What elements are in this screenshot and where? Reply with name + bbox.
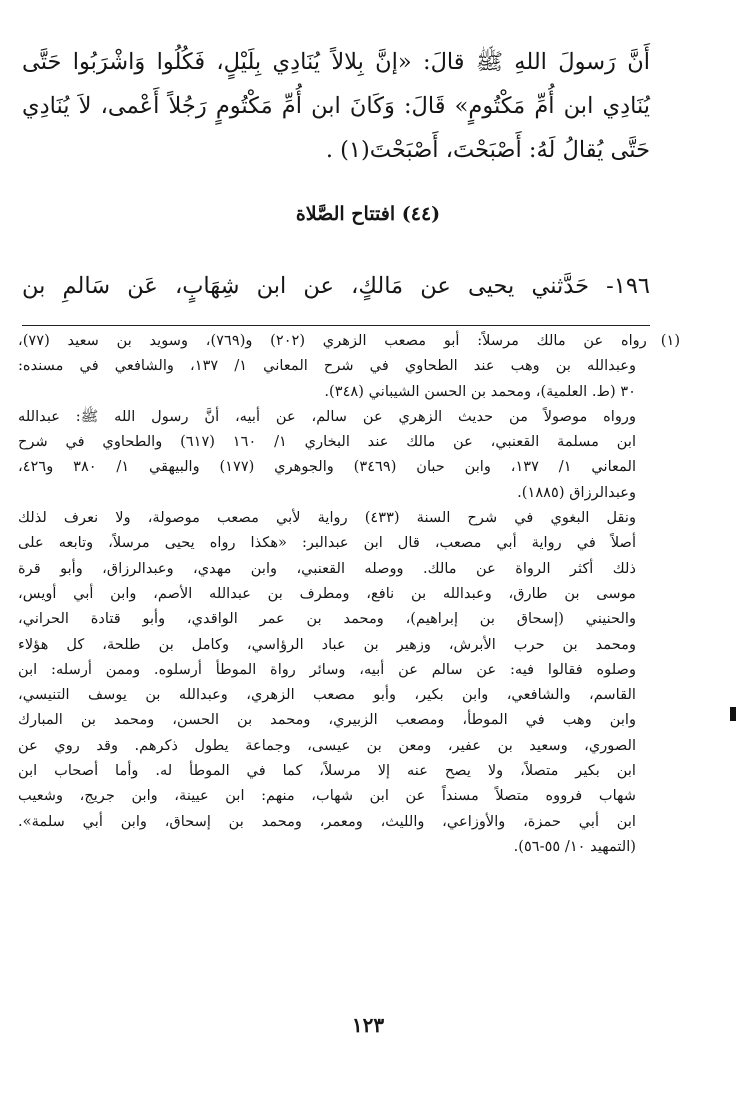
footnote-line: ونقل البغوي في شرح السنة (٤٣٣) رواية لأبي مصعب موصولة، ولا نعرف لذلك (18, 509, 636, 527)
footnote-line: ذلك أكثر الرواة عن مالك. ووصله القعنبي، وابن مهدي، وعبدالرزاق، وأبو قرة (18, 559, 636, 577)
footnote-line: ابن بكير متصلاً، ولا يصح عنه إلا مرسلاً، كما في الموطأ له. وأما أصحاب ابن (18, 762, 636, 780)
footnote-line: وعبدالله بن وهب عند الطحاوي في شرح المعاني ١/ ١٣٧، والشافعي في مسنده: (18, 357, 636, 375)
footnote-line: (التمهيد ١٠/ ٥٥-٥٦). (513, 837, 636, 855)
footnote-line: والحنيني (إسحاق بن إبراهيم)، ومحمد بن عمر الواقدي، وأبو قتادة الحراني، (18, 610, 636, 628)
footnote-line: القاسم، والشافعي، وابن بكير، وأبو مصعب الزهري، وعبدالله بن يوسف التنيسي، (18, 686, 636, 704)
footnote-line: شهاب فرووه متصلاً مسنداً عن ابن شهاب، منهم: ابن عيينة، وابن جريج، وشعيب (18, 787, 636, 805)
footnote-line: ابن أبي حمزة، والأوزاعي، والليث، ومعمر، ومحمد بن إسحاق، وابن أبي سلمة». (18, 812, 636, 830)
page-number: ١٢٣ (351, 1013, 385, 1037)
footnote-line: ورواه موصولاً من حديث الزهري عن سالم، عن أبيه، أنَّ رسول الله ﷺ: عبدالله (18, 407, 636, 425)
footnote-line: موسى بن طارق، وعبدالله بن نافع، ومطرف بن عبدالله الأصم، وابن أبي أويس، (18, 584, 636, 602)
footnote-line: أصلاً في رواية أبي مصعب، قال ابن عبدالبر: «هكذا رواه يحيى مرسلاً، وتابعه على (18, 534, 636, 552)
footnote-line: ٣٠ (ط. العلمية)، ومحمد بن الحسن الشيباني (٣٤٨). (324, 382, 636, 400)
footnote-line: الصوري، وسعيد بن عفير، ومعن بن عيسى، وجماعة يطول ذكرهم. وقد روي عن (18, 736, 636, 754)
section-title: (٤٤) افتتاح الصَّلاة (295, 203, 441, 225)
footnote-text: رواه عن مالك مرسلاً: أبو مصعب الزهري (٢٠٢) و(٧٦٩)، وسويد بن سعيد (٧٧)، (18, 332, 647, 349)
scan-edge-mark (730, 707, 736, 721)
footnote-line: وعبدالرزاق (١٨٨٥). (517, 483, 636, 501)
footnote-separator (22, 325, 650, 326)
footnote-line: وصلوه فقالوا فيه: عن سالم عن أبيه، وسائر رواة الموطأ أرسلوه. وممن أرسله: ابن (18, 660, 636, 678)
footnote-number: (١) (660, 332, 680, 349)
footnote-line: وابن وهب في الموطأ، ومصعب الزبيري، ومحمد بن الحسن، ومحمد بن المبارك (18, 711, 636, 729)
footnote-line: ومحمد بن حرب الأبرش، وزهير بن عباد الرؤاسي، وكامل بن طلحة، كل هؤلاء (18, 635, 636, 653)
footnote-line (18, 328, 680, 353)
footnote-line: المعاني ١/ ١٣٧، وابن حبان (٣٤٦٩) والجوهري (١٧٧) والبيهقي ١/ ٣٨٠ و٤٢٦، (18, 458, 636, 476)
footnotes-block (18, 328, 680, 859)
main-text-paragraph: أَنَّ رَسولَ اللهِ ﷺ قالَ: «إنَّ بِلالاً يُنَادِي بِلَيْلٍ، فَكُلُوا وَاشْرَبُوا حَتَّى يُنَادِي ابن أُمِّ مَكْتُومٍ» قَالَ: وَكَانَ ابن أُمِّ مَكْتُومٍ رَجُلاً أَعْمى، لاَ يُنَادِي حَتَّى يُقالُ لَهُ: أَصْبَحْتَ، أَصْبَحْتَ(١) . (22, 49, 650, 163)
hadith-text: ١٩٦- حَدَّثني يحيى عن مَالكٍ، عن ابن شِهَابٍ، عَن سَالمِ بن (22, 273, 650, 299)
footnote-line: ابن مسلمة القعنبي، عن مالك عند البخاري ١/ ١٦٠ (٦١٧) والطحاوي في شرح (18, 433, 636, 451)
